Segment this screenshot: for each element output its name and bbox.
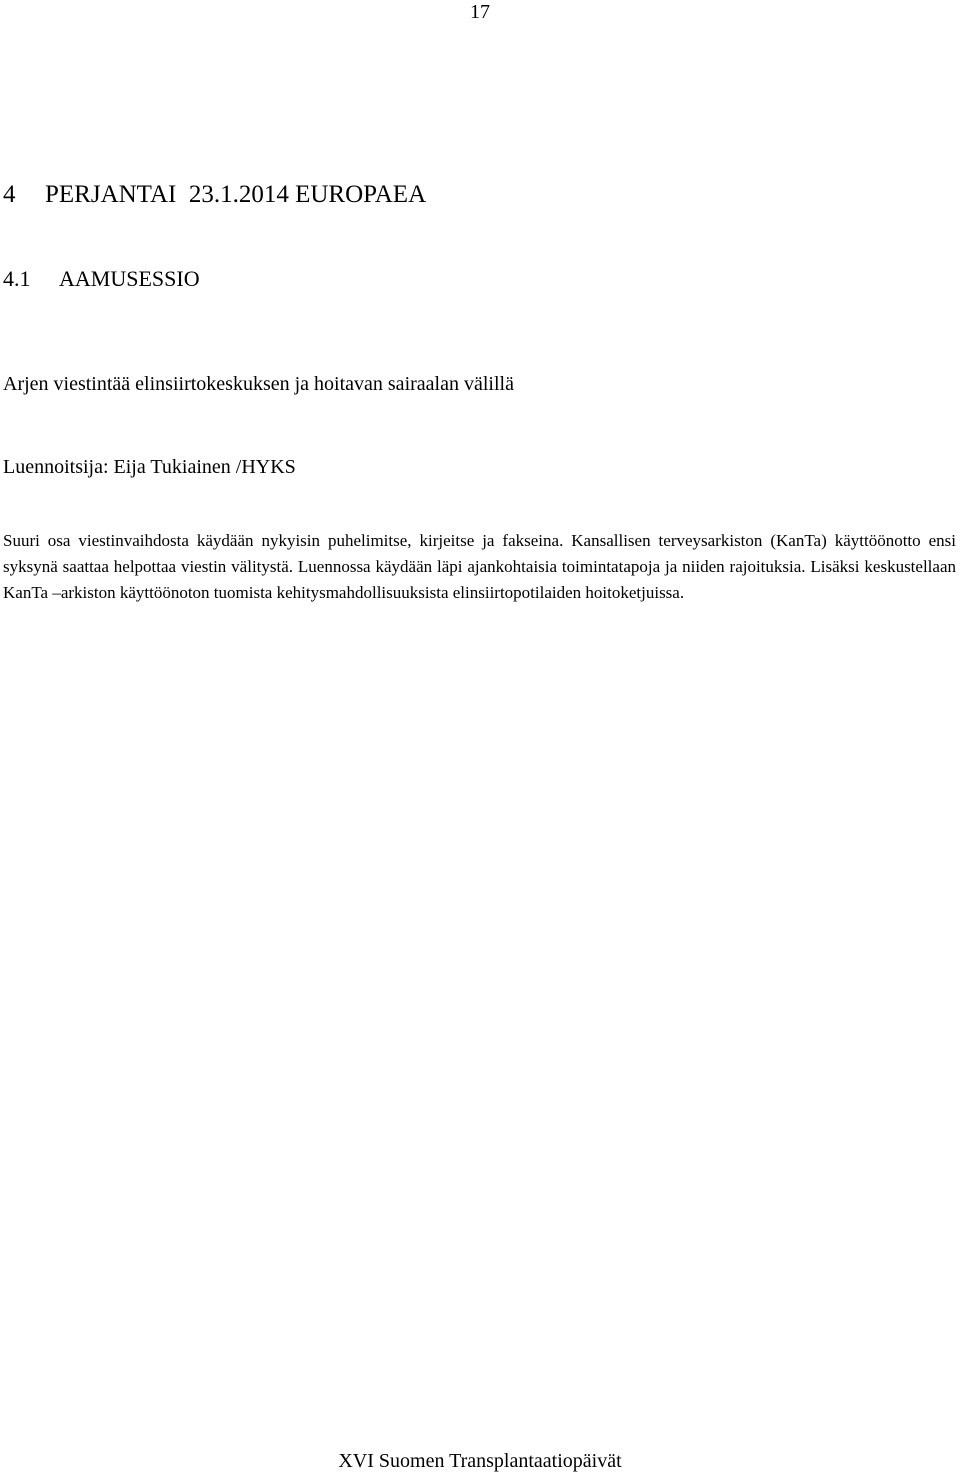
page-number: 17 bbox=[470, 1, 490, 23]
chapter-number: 4 bbox=[3, 181, 16, 208]
abstract-paragraph: Suuri osa viestinvaihdosta käydään nykyisin puhelimitse, kirjeitse ja fakseina. Kansallisen terveysarkiston (KanTa) käyttöönotto ensi syksynä saattaa helpottaa viestin välitystä. Luennossa käydään läpi ajankohtaisia toimintatapoja ja niiden rajoituksia. Lisäksi keskustellaan KanTa –arkiston käyttöönoton tuomista kehitysmahdollisuuksista elinsiirtopotilaiden hoitoketjuissa. bbox=[3, 531, 956, 602]
chapter-heading bbox=[3, 180, 426, 210]
lecturer: Luennoitsija: Eija Tukiainen /HYKS bbox=[3, 456, 296, 478]
talk-title: Arjen viestintää elinsiirtokeskuksen ja hoitavan sairaalan välillä bbox=[3, 373, 514, 395]
section-number: 4.1 bbox=[3, 266, 31, 291]
page-footer: XVI Suomen Transplantaatiopäivät bbox=[338, 1450, 622, 1472]
chapter-title: PERJANTAI 23.1.2014 EUROPAEA bbox=[45, 181, 427, 208]
section-heading bbox=[3, 265, 200, 293]
section-title: AAMUSESSIO bbox=[59, 266, 200, 291]
